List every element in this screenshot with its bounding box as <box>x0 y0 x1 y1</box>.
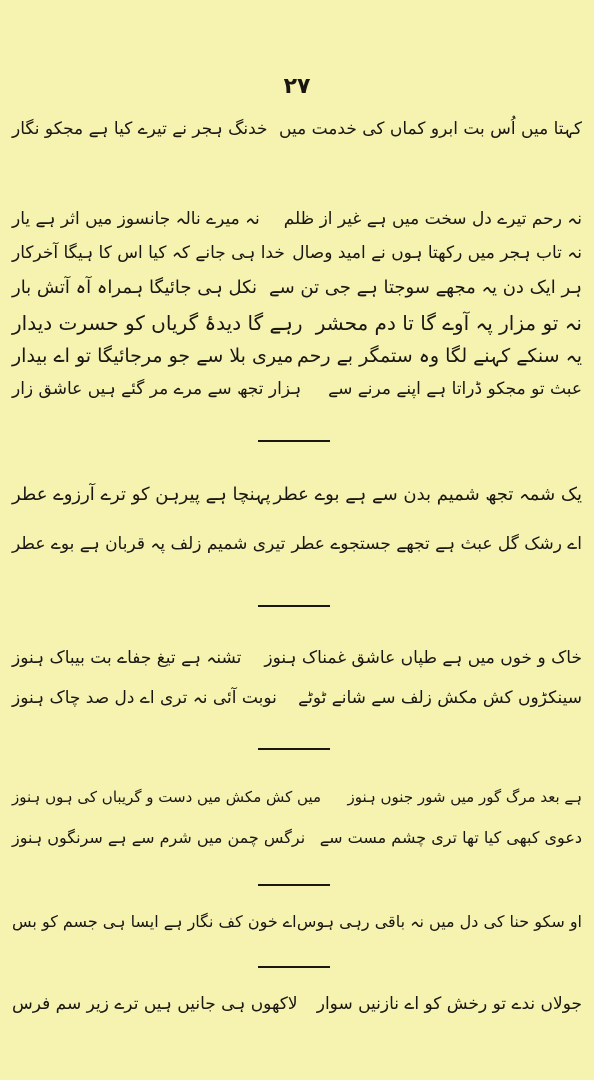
verse-left-hemistich: خدنگ ہجر نے تیرے کیا ہے مجکو نگار <box>12 119 268 139</box>
verse-left-hemistich: میں کش مکش میں دست و گریباں کی ہوں ہنوز <box>12 788 322 806</box>
verse-left-hemistich: تشنہ ہے تیغ جفاے بت بیباک ہنوز <box>12 648 242 668</box>
verse-left-hemistich: لاکھوں ہی جانیں ہیں ترے زیر سم فرس <box>12 994 298 1014</box>
stanza-divider <box>258 748 330 750</box>
verse-left-hemistich: نرگس چمن میں شرم سے ہے سرنگوں ہنوز <box>12 828 306 847</box>
page-number: ۲۷ <box>283 74 311 99</box>
verse-right-hemistich: جولاں ندے تو رخش کو اے نازنیں سوار <box>316 994 582 1014</box>
verse-line <box>12 211 582 228</box>
verse-right-hemistich: عبث تو مجکو ڈراتا ہے اپنے مرنے سے <box>328 379 582 399</box>
verse-left-hemistich: ہزار تجھ سے مرے مر گئے ہیں عاشق زار <box>12 379 302 399</box>
verse-right-hemistich: سینکڑوں کش مکش زلف سے شانے ٹوٹے <box>298 688 582 708</box>
verse-left-hemistich: اے خون کف نگار ہے ایسا ہی جسم کو بس <box>12 912 297 931</box>
verse-left-hemistich: خدا ہی جانے کہ کیا اس کا ہیگا آخرکار <box>12 243 285 263</box>
verse-line <box>12 245 582 262</box>
verse-line <box>12 536 582 553</box>
verse-right-hemistich: یہ سنکے کہنے لگا وہ ستمگر بے رحم <box>297 345 582 367</box>
verse-right-hemistich: دعوی کبھی کیا تھا تری چشم مست سے <box>319 828 582 847</box>
verse-left-hemistich: رہے گا دیدۂ گریاں کو حسرت دیدار <box>12 311 303 335</box>
verse-left-hemistich: نوبت آئی نہ تری اے دل صد چاک ہنوز <box>12 688 277 708</box>
stanza-divider <box>258 440 330 442</box>
verse-line <box>12 279 582 297</box>
verse-line <box>12 381 582 398</box>
verse-right-hemistich: کہتا میں اُس بت ابرو کماں کی خدمت میں <box>279 119 582 139</box>
verse-right-hemistich: یک شمہ تجھ شمیم بدن سے ہے بوے عطر <box>273 484 582 505</box>
verse-left-hemistich: تیری شمیم زلف پہ قربان ہے بوے عطر <box>12 534 286 554</box>
verse-right-hemistich: نہ رحم تیرے دل سخت میں ہے غیر از ظلم <box>283 209 582 229</box>
verse-line <box>12 914 582 930</box>
verse-line <box>12 690 582 707</box>
verse-line <box>12 650 582 667</box>
verse-left-hemistich: پہنچا ہے پیرہن کو ترے آرزوے عطر <box>12 484 271 505</box>
verse-line <box>12 790 582 805</box>
verse-line <box>12 313 582 333</box>
verse-line <box>12 486 582 504</box>
verse-right-hemistich: ہے بعد مرگ گور میں شور جنوں ہنوز <box>347 788 582 806</box>
verse-line <box>12 996 582 1013</box>
stanza-divider <box>258 605 330 607</box>
verse-right-hemistich: ہر ایک دن یہ مجھے سوجتا ہے جی تن سے <box>269 277 582 298</box>
verse-right-hemistich: اے رشک گل عبث ہے تجھے جستجوے عطر <box>291 534 582 554</box>
verse-right-hemistich: خاک و خوں میں ہے طپاں عاشق غمناک ہنوز <box>264 648 582 668</box>
verse-left-hemistich: نکل ہی جائیگا ہمراہ آہ آتش بار <box>12 277 258 298</box>
verse-left-hemistich: میری بلا سے جو مرجائیگا تو اے بیدار <box>12 345 294 367</box>
verse-line <box>12 347 582 366</box>
stanza-divider <box>258 966 330 968</box>
verse-right-hemistich: نہ تو مزار پہ آوے گا تا دم محشر <box>315 311 582 335</box>
verse-left-hemistich: نہ میرے نالہ جانسوز میں اثر ہے یار <box>12 209 260 229</box>
verse-line <box>12 830 582 846</box>
verse-right-hemistich: نہ تاب ہجر میں رکھتا ہوں نے امید وصال <box>292 243 582 263</box>
verse-line <box>12 121 582 138</box>
verse-right-hemistich: او سکو حنا کی دل میں نہ باقی رہی ہوس <box>296 912 582 931</box>
stanza-divider <box>258 884 330 886</box>
